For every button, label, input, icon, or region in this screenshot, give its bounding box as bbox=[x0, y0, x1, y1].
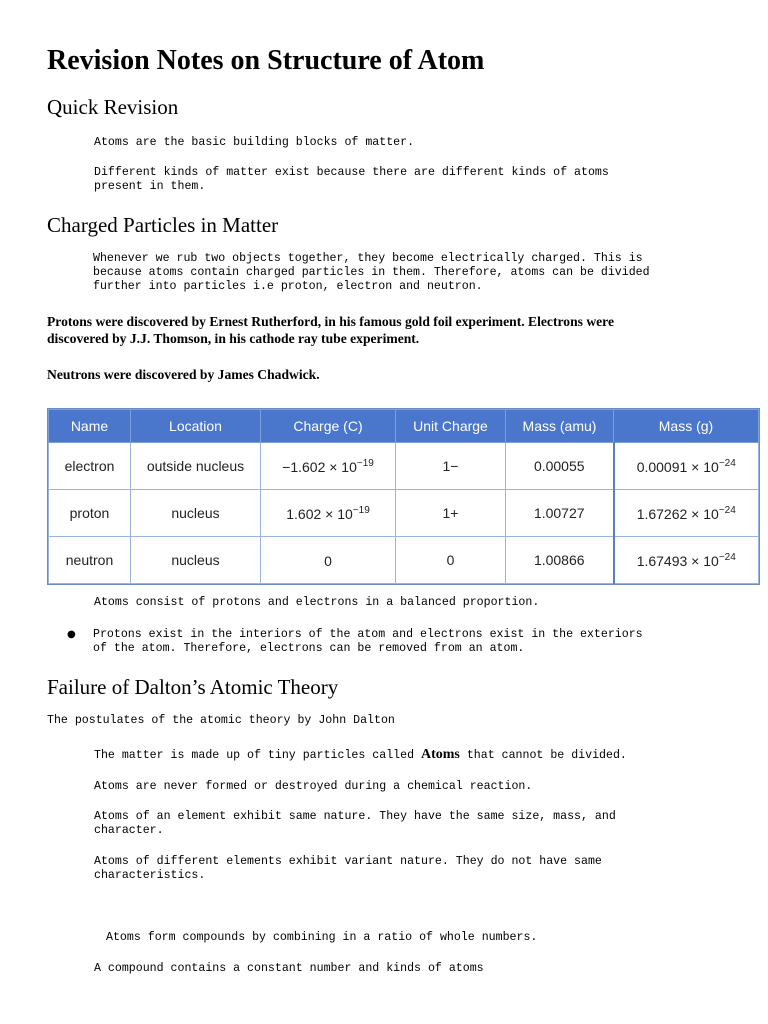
dalton-postulate-6: A compound contains a constant number and kinds of atoms bbox=[94, 962, 484, 975]
discovery-paragraph-line-1: Protons were discovered by Ernest Rutherford, in his famous gold foil experiment. Electrons were bbox=[47, 314, 614, 329]
particle-location: nucleus bbox=[131, 490, 261, 537]
table-row bbox=[49, 537, 759, 584]
bullet-line-2: of the atom. Therefore, electrons can be removed from an atom. bbox=[93, 642, 525, 655]
particle-location: outside nucleus bbox=[131, 443, 261, 490]
particle-location: nucleus bbox=[131, 537, 261, 584]
dalton-postulate-3-line-2: character. bbox=[94, 824, 164, 837]
charged-particles-line-2: because atoms contain charged particles in them. Therefore, atoms can be divided bbox=[93, 266, 650, 279]
dalton-postulate-5: Atoms form compounds by combining in a ratio of whole numbers. bbox=[106, 931, 538, 944]
particle-mass-amu: 0.00055 bbox=[506, 443, 614, 490]
particle-mass-g: $0.00091 \times 10^{-24}$ bbox=[614, 443, 759, 490]
discovery-paragraph-line-2: discovered by J.J. Thomson, in his cathode ray tube experiment. bbox=[47, 331, 420, 346]
table-row bbox=[49, 490, 759, 537]
particle-name: electron bbox=[49, 443, 131, 490]
particle-mass-amu: 1.00727 bbox=[506, 490, 614, 537]
dalton-postulate-1: The matter is made up of tiny particles called Atoms that cannot be divided. bbox=[94, 747, 627, 762]
subatomic-particles-table bbox=[48, 409, 759, 584]
quick-revision-line-2: Different kinds of matter exist because there are different kinds of atoms bbox=[94, 166, 609, 179]
dalton-postulate-2: Atoms are never formed or destroyed during a chemical reaction. bbox=[94, 780, 533, 793]
column-header: Charge (C) bbox=[261, 410, 396, 443]
table-row bbox=[49, 443, 759, 490]
dalton-intro: The postulates of the atomic theory by John Dalton bbox=[47, 714, 395, 727]
column-header: Location bbox=[131, 410, 261, 443]
particle-charge: $-1.602 \times 10^{-19}$ bbox=[261, 443, 396, 490]
bullet-line-1: Protons exist in the interiors of the atom and electrons exist in the exteriors bbox=[93, 628, 643, 641]
column-header: Mass (g) bbox=[614, 410, 759, 443]
particle-unit-charge: 0 bbox=[396, 537, 506, 584]
charged-particles-heading: Charged Particles in Matter bbox=[47, 213, 279, 237]
particle-mass-g: $1.67493 \times 10^{-24}$ bbox=[614, 537, 759, 584]
particle-unit-charge: 1+ bbox=[396, 490, 506, 537]
bullet-point-icon: ● bbox=[67, 629, 76, 640]
particle-mass-amu: 1.00866 bbox=[506, 537, 614, 584]
particle-unit-charge: 1− bbox=[396, 443, 506, 490]
column-header: Mass (amu) bbox=[506, 410, 614, 443]
dalton-postulate-3-line-1: Atoms of an element exhibit same nature. They have the same size, mass, and bbox=[94, 810, 616, 823]
dalton-heading: Failure of Dalton’s Atomic Theory bbox=[47, 675, 339, 699]
charged-particles-line-3: further into particles i.e proton, electron and neutron. bbox=[93, 280, 483, 293]
particle-charge: $1.602 \times 10^{-19}$ bbox=[261, 490, 396, 537]
quick-revision-line-3: present in them. bbox=[94, 180, 206, 193]
particle-mass-g: $1.67262 \times 10^{-24}$ bbox=[614, 490, 759, 537]
particle-name: neutron bbox=[49, 537, 131, 584]
neutron-discovery-line: Neutrons were discovered by James Chadwick. bbox=[47, 367, 320, 382]
quick-revision-line-1: Atoms are the basic building blocks of matter. bbox=[94, 136, 415, 149]
particle-name: proton bbox=[49, 490, 131, 537]
page-title: Revision Notes on Structure of Atom bbox=[47, 45, 485, 76]
balanced-proportion-line: Atoms consist of protons and electrons in a balanced proportion. bbox=[94, 596, 540, 609]
column-header: Unit Charge bbox=[396, 410, 506, 443]
particle-charge: 0 bbox=[261, 537, 396, 584]
dalton-postulate-4-line-2: characteristics. bbox=[94, 869, 206, 882]
dalton-postulate-4-line-1: Atoms of different elements exhibit variant nature. They do not have same bbox=[94, 855, 602, 868]
charged-particles-line-1: Whenever we rub two objects together, they become electrically charged. This is bbox=[93, 252, 643, 265]
column-header: Name bbox=[49, 410, 131, 443]
quick-revision-heading: Quick Revision bbox=[47, 95, 179, 119]
table-header-row bbox=[49, 410, 759, 443]
